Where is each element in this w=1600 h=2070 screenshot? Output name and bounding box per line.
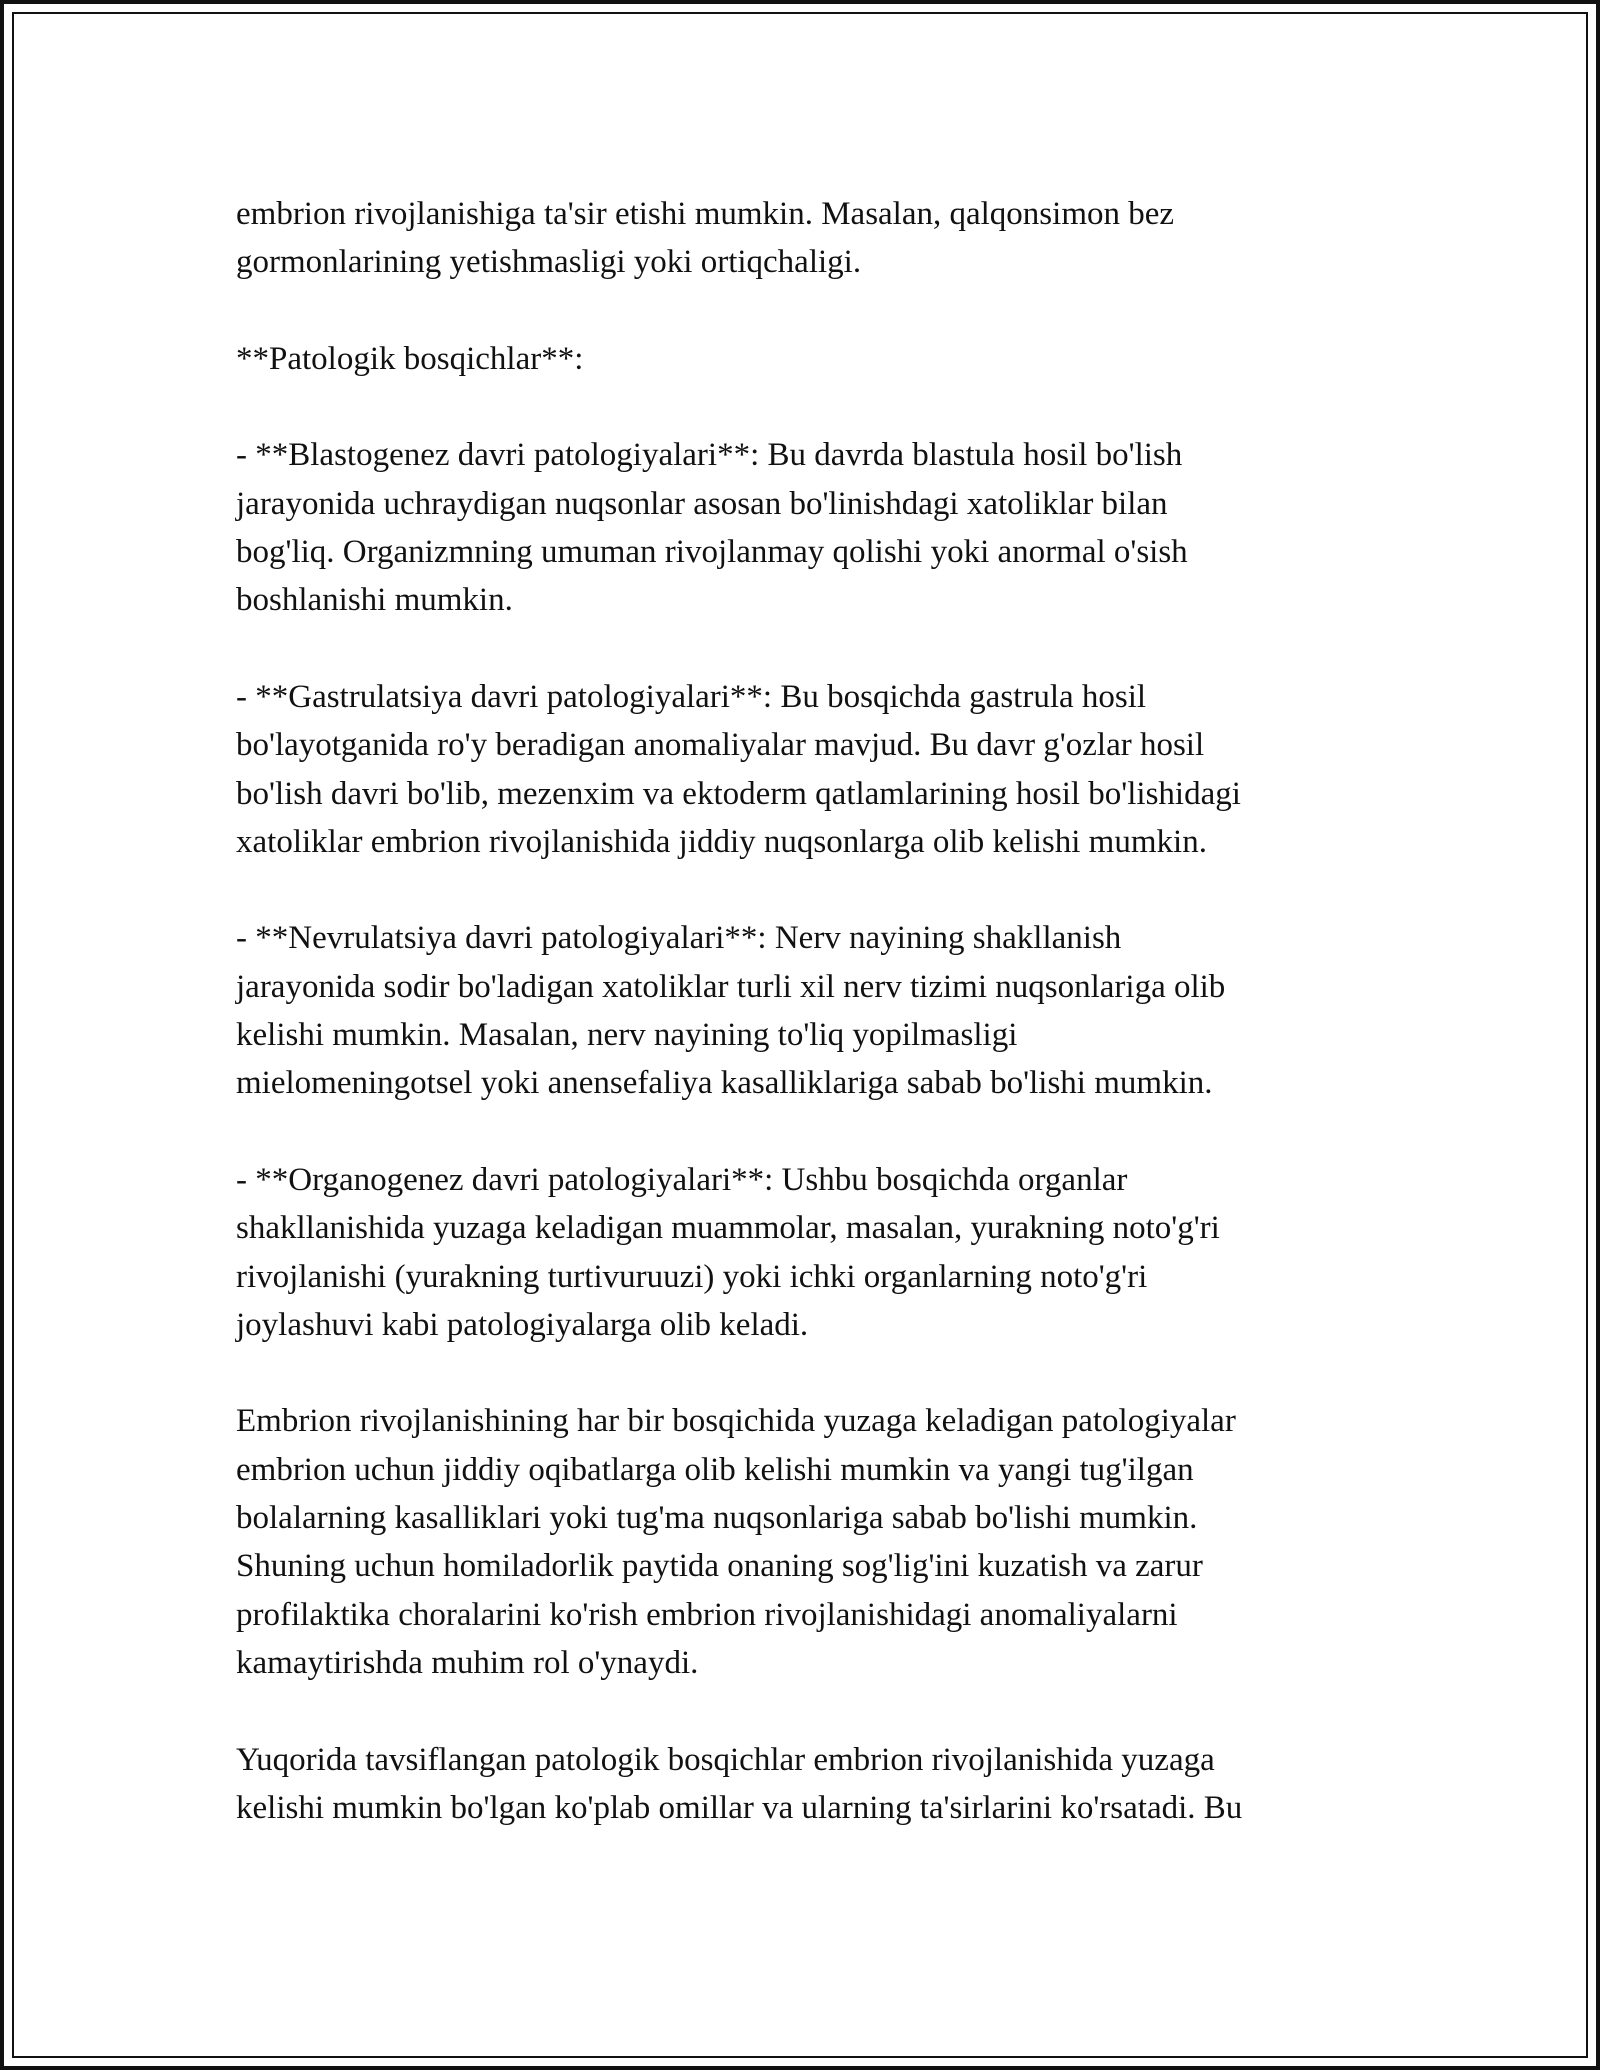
text-line: Shuning uchun homiladorlik paytida onaning sog'lig'ini kuzatish va zarur: [236, 1548, 1203, 1585]
text-line: shakllanishida yuzaga keladigan muammolar, masalan, yurakning noto'g'ri: [236, 1210, 1220, 1247]
text-line: jarayonida uchraydigan nuqsonlar asosan bo'linishdagi xatoliklar bilan: [236, 485, 1168, 522]
text-line: - **Blastogenez davri patologiyalari**: Bu davrda blastula hosil bo'lish: [236, 437, 1183, 474]
text-line: jarayonida sodir bo'ladigan xatoliklar turli xil nerv tizimi nuqsonlariga olib: [236, 968, 1226, 1005]
text-line: - **Nevrulatsiya davri patologiyalari**: Nerv nayining shakllanish: [236, 920, 1122, 957]
paragraph-gap: [236, 1687, 1366, 1735]
list-item-organogenesis: [236, 1156, 1366, 1349]
text-line: mielomeningotsel yoki anensefaliya kasalliklariga sabab bo'lishi mumkin.: [236, 1065, 1213, 1102]
text-line: Yuqorida tavsiflangan patologik bosqichlar embrion rivojlanishida yuzaga: [236, 1741, 1215, 1778]
list-item-gastrulation: [236, 673, 1366, 866]
text-line: embrion rivojlanishiga ta'sir etishi mumkin. Masalan, qalqonsimon bez: [236, 196, 1175, 232]
paragraph-summary: [236, 1397, 1366, 1687]
text-line: rivojlanishi (yurakning turtivuruuzi) yoki ichki organlarning noto'g'ri: [236, 1258, 1148, 1295]
text-line: gormonlarining yetishmasligi yoki ortiqchaligi.: [236, 244, 862, 281]
paragraph-conclusion: [236, 1736, 1366, 1833]
paragraph-gap: [236, 1349, 1366, 1397]
text-line: bo'layotganida ro'y beradigan anomaliyalar mavjud. Bu davr g'ozlar hosil: [236, 727, 1205, 764]
document-body: [236, 190, 1366, 1832]
text-line: bog'liq. Organizmning umuman rivojlanmay qolishi yoki anormal o'sish: [236, 534, 1188, 571]
text-line: Embrion rivojlanishining har bir bosqichida yuzaga keladigan patologiyalar: [236, 1403, 1236, 1440]
paragraph-thyroid-note: [236, 190, 1366, 287]
text-line: embrion uchun jiddiy oqibatlarga olib kelishi mumkin va yangi tug'ilgan: [236, 1451, 1194, 1488]
text-line: bolalarning kasalliklari yoki tug'ma nuqsonlariga sabab bo'lishi mumkin.: [236, 1500, 1198, 1537]
text-line: profilaktika choralarini ko'rish embrion rivojlanishidagi anomaliyalarni: [236, 1596, 1178, 1633]
paragraph-gap: [236, 625, 1366, 673]
text-line: - **Organogenez davri patologiyalari**: Ushbu bosqichda organlar: [236, 1161, 1128, 1198]
text-line: bo'lish davri bo'lib, mezenxim va ektoderm qatlamlarining hosil bo'lishidagi: [236, 775, 1241, 812]
paragraph-gap: [236, 287, 1366, 335]
text-line: - **Gastrulatsiya davri patologiyalari**: Bu bosqichda gastrula hosil: [236, 678, 1147, 715]
paragraph-gap: [236, 383, 1366, 431]
text-line: xatoliklar embrion rivojlanishida jiddiy nuqsonlarga olib kelishi mumkin.: [236, 823, 1207, 860]
text-line: kamaytirishda muhim rol o'ynaydi.: [236, 1644, 699, 1681]
text-line: **Patologik bosqichlar**:: [236, 340, 584, 377]
paragraph-gap: [236, 1108, 1366, 1156]
list-item-blastogenesis: [236, 431, 1366, 624]
text-line: joylashuvi kabi patologiyalarga olib keladi.: [236, 1306, 809, 1343]
text-line: boshlanishi mumkin.: [236, 582, 513, 619]
paragraph-gap: [236, 866, 1366, 914]
text-line: kelishi mumkin. Masalan, nerv nayining to'liq yopilmasligi: [236, 1017, 1018, 1054]
section-heading-pathological-stages: [236, 335, 1366, 383]
list-item-neurulation: [236, 914, 1366, 1107]
text-line: kelishi mumkin bo'lgan ko'plab omillar va ularning ta'sirlarini ko'rsatadi. Bu: [236, 1789, 1243, 1826]
